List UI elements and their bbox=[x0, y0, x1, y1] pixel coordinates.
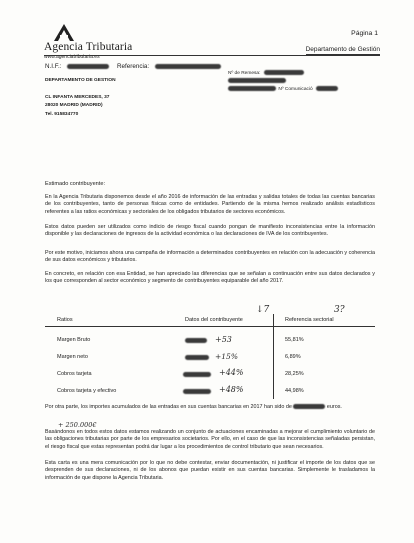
sender-phone: Tel. 915834770 bbox=[45, 111, 79, 117]
reference-row bbox=[45, 63, 221, 70]
handwritten-amount-note: + 250.000€ bbox=[58, 421, 97, 429]
paragraph-2: Estos datos pueden ser utilizados como indicio de riesgo fiscal cuando pongan de manifiesto inconsistencias entre la información disponible y las declaraciones de ingresos de la actividad económica o las declaraciones de IVA de los contribuyentes. bbox=[45, 224, 375, 238]
paragraph-5 bbox=[45, 404, 375, 411]
header-divider bbox=[44, 55, 380, 56]
nif-label: N.I.F.: bbox=[45, 63, 62, 70]
table-row bbox=[45, 337, 375, 349]
agencia-tributaria-logo-icon bbox=[52, 24, 76, 42]
handwritten-value: +44% bbox=[219, 368, 244, 377]
sector-value: 55,81% bbox=[285, 337, 304, 343]
redacted-communication bbox=[316, 86, 338, 91]
paragraph-6: Basándonos en todos estos datos estamos realizando un conjunto de actuaciones encaminadas a mejorar el cumplimiento voluntario de las obligaciones tributarias por parte de los empresarios societarios. Por ello, en el caso de que las inconsistencias señaladas persistan, el riesgo fiscal que estas representan podrá dar lugar a los procedimientos de control tributario que sean necesarios. bbox=[45, 429, 375, 450]
paragraph-7: Esta carta es una mera comunicación por lo que no debe contestar, enviar documentación, ni justificar el importe de los datos que se desprenden de sus declaraciones, ni de los abonos que puedan existir en sus cuentas bancarias. Simplemente le trasladamos la información de que dispone la Agencia Tributaria. bbox=[45, 460, 375, 481]
redacted-amount bbox=[293, 404, 325, 409]
table-row bbox=[45, 385, 375, 400]
remittance-label: Nº de Remesa: bbox=[228, 71, 261, 76]
ratio-name: Margen Bruto bbox=[57, 337, 91, 343]
paragraph-5-text: Por otra parte, los importes acumulados de las entradas en sus cuentas bancarias en 2017 han sido de bbox=[45, 404, 292, 410]
recipient-line-3 bbox=[228, 86, 338, 94]
handwritten-question-note: 3? bbox=[334, 305, 345, 315]
paragraph-5-suffix: euros. bbox=[326, 404, 342, 410]
redacted-recipient-name bbox=[228, 78, 286, 83]
col-contributor-data: Datos del contribuyente bbox=[185, 317, 243, 323]
redacted-value bbox=[183, 372, 211, 377]
handwritten-value: +53 bbox=[215, 335, 232, 344]
ratio-name: Margen neto bbox=[57, 354, 88, 360]
sector-value: 44,98% bbox=[285, 388, 304, 394]
greeting: Estimado contribuyente: bbox=[45, 181, 106, 187]
col-ratios: Ratios bbox=[57, 317, 73, 323]
paragraph-1: En la Agencia Tributaria disponemos desde el año 2016 de información de las entradas y salidas totales de todas las cuentas bancarias de los contribuyentes, tanto de personas físicas como de entidades. Partiendo de la misma hemos realizado análisis estadísticos referentes a las ratios económicas y sectoriales de los obligados tributarios de sectores económicos. bbox=[45, 194, 375, 215]
paragraph-4: En concreto, en relación con esa Entidad, se han apreciado las diferencias que se señalan a continuación entre sus datos declarados y los que corresponden al sector económico y segmento de contribuyentes equiparable del año 2017. bbox=[45, 271, 375, 285]
table-row bbox=[45, 368, 375, 383]
sender-street: CL INFANTA MERCEDES, 37 bbox=[45, 94, 110, 100]
sender-address bbox=[45, 77, 116, 119]
sector-value: 28,25% bbox=[285, 371, 304, 377]
recipient-line-2 bbox=[228, 78, 338, 86]
recipient-block bbox=[228, 70, 338, 94]
redacted-value bbox=[183, 389, 211, 394]
sender-city: 28020 MADRID (MADRID) bbox=[45, 103, 103, 108]
reference-label: Referencia: bbox=[116, 63, 150, 70]
redacted-remittance bbox=[264, 70, 304, 75]
recipient-line-1 bbox=[228, 70, 338, 78]
paragraph-3: Por este motivo, iniciamos ahora una campaña de información a determinados contribuyentes en relación con la adecuación y coherencia de sus datos económicos y tributarios. bbox=[45, 250, 375, 264]
handwritten-value: +15% bbox=[215, 352, 238, 361]
sender-department: DEPARTAMENTO DE GESTION bbox=[45, 78, 116, 83]
redacted-recipient-address bbox=[228, 86, 276, 91]
redacted-nif bbox=[67, 64, 109, 69]
table-row bbox=[45, 354, 375, 366]
ratio-name: Cobros tarjeta bbox=[57, 371, 92, 377]
sector-value: 6,89% bbox=[285, 354, 301, 360]
col-sector-reference: Referencia sectorial bbox=[285, 317, 334, 323]
communication-label: Nº Comunicació bbox=[278, 87, 313, 92]
redacted-reference bbox=[155, 64, 221, 69]
redacted-value bbox=[185, 355, 209, 360]
ratio-name: Cobros tarjeta y efectivo bbox=[57, 388, 117, 394]
handwritten-arrow-note: ↓7 bbox=[256, 305, 270, 315]
logo-name: Agencia Tributaria bbox=[44, 41, 133, 53]
logo-url: www.agenciatributaria.es bbox=[44, 54, 100, 60]
redacted-value bbox=[185, 338, 207, 343]
department-heading: Departamento de Gestión bbox=[305, 46, 380, 53]
table-header-rule bbox=[45, 326, 375, 327]
page-number: Página 1 bbox=[351, 30, 378, 37]
handwritten-value: +48% bbox=[219, 385, 244, 394]
